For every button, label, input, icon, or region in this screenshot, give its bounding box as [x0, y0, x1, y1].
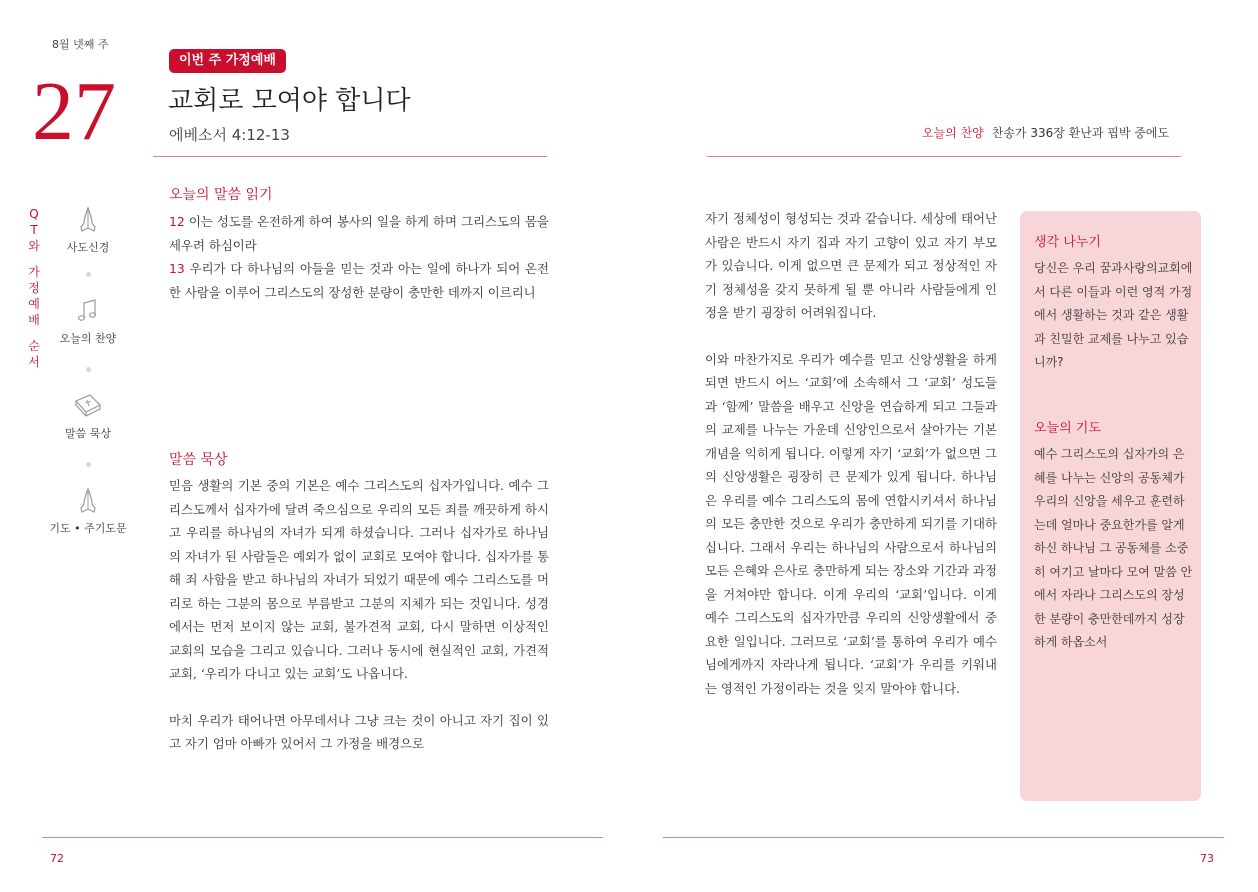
step-apostles-creed [43, 205, 133, 255]
vertical-char: 와 [28, 239, 40, 253]
vertical-gap [27, 254, 41, 264]
divider [153, 156, 547, 157]
meditation-heading: 말씀 묵상 [169, 452, 228, 468]
vertical-char: 가 [28, 265, 40, 279]
vertical-char: Q [29, 207, 39, 221]
day-number: 27 [32, 65, 116, 158]
verse-number: 13 [169, 261, 185, 276]
step-hymn [43, 296, 133, 346]
step-prayer [43, 486, 133, 536]
prayer-text: 예수 그리스도의 십자가의 은혜를 나누는 신앙의 공동체가 우리의 신앙을 세우고 훈련하는데 얼마나 중요한가를 알게 하신 하나님 그 공동체를 소중히 여기고 날마다 모여 말씀 안에서 자라나 그리스도의 장성한 분량이 충만한데까지 성장하게 하옵소서 [1034, 447, 1193, 649]
step-separator-dot [86, 272, 91, 277]
vertical-char: T [30, 223, 38, 237]
vertical-char: 서 [28, 355, 40, 369]
prayer-heading: 오늘의 기도 [1034, 421, 1101, 436]
praying-hands-icon [73, 205, 103, 235]
page-number-right: 73 [1200, 852, 1214, 865]
meditation-continued [705, 207, 997, 700]
meditation-paragraph: 자기 정체성이 형성되는 것과 같습니다. 세상에 태어난 사람은 반드시 자기 집과 자기 고향이 있고 자기 부모가 있습니다. 이게 없으면 큰 문제가 되고 정상적인 자기 정체성을 갖지 못하게 될 뿐 아니라 사람들에게 인정을 받기 굉장히 어려워집니다. [705, 211, 997, 320]
vertical-char: 예 [28, 297, 40, 311]
verse-number: 12 [169, 214, 185, 229]
bible-icon [72, 391, 104, 421]
vertical-char: 배 [28, 313, 40, 327]
step-label: 말씀 묵상 [64, 427, 111, 440]
meditation-paragraph: 이와 마찬가지로 우리가 예수를 믿고 신앙생활을 하게 되면 반드시 어느 ‘교회’에 소속해서 그 ‘교회’ 성도들과 ‘함께’ 말씀을 배우고 신앙을 연습하게 되고 그들과의 교제를 나누는 가운데 신앙인으로서 살아가는 기본 개념을 익히게 됩니다. 이렇게 자기 ‘교회’가 없으면 그의 신앙생활은 굉장히 큰 문제가 있게 됩니다. 하나님은 우리를 예수 그리스도의 몸에 연합시키셔서 하나님의 모든 충만한 것으로 우리가 충만하게 되기를 기대하십니다. 그래서 우리는 하나님의 사람으로서 하나님의 모든 은혜와 은사로 충만하게 되는 장소와 기간과 과정을 거쳐야만 합니다. 이게 우리의 ‘교회’입니다. 이게 예수 그리스도의 십자가만큼 우리의 신앙생활에서 중요한 일입니다. 그러므로 ‘교회’를 통하여 우리가 예수님에게까지 자라나게 됩니다. ‘교회’가 우리를 키워내는 영적인 가정이라는 것을 잊지 말아야 합니다. [705, 351, 997, 696]
hymn-label: 오늘의 찬양 [922, 126, 984, 140]
verse [169, 210, 549, 257]
page-title: 교회로 모여야 합니다 [168, 86, 411, 116]
step-label: 사도신경 [66, 241, 110, 254]
vertical-order-label [27, 206, 41, 370]
verse-text: 우리가 다 하나님의 아들을 믿는 것과 아는 일에 하나가 되어 온전한 사람을 이루어 그리스도의 장성한 분량이 충만한 데까지 이르리니 [169, 261, 549, 300]
reading-heading: 오늘의 말씀 읽기 [169, 187, 273, 203]
divider [663, 837, 1224, 838]
meditation-paragraph: 믿음 생활의 기본 중의 기본은 예수 그리스도의 십자가입니다. 예수 그리스도께서 십자가에 달려 죽으심으로 우리의 모든 죄를 깨끗하게 하시고 우리를 하나님의 자녀가 되게 하셨습니다. 그러나 십자가로 하나님의 자녀가 된 사람들은 예외가 없이 교회로 모여야 합니다. 십자가를 통해 죄 사함을 받고 하나님의 자녀가 되었기 때문에 예수 그리스도를 머리로 하는 그분의 몸으로 부름받고 그분의 지체가 되는 것입니다. 성경에서는 먼저 보이지 않는 교회, 불가견적 교회, 다시 말하면 이상적인 교회의 모습을 그리고 있습니다. 그러나 동시에 현실적인 교회, 가견적 교회, ‘우리가 다니고 있는 교회’도 나옵니다. [169, 478, 549, 681]
hymn-value: 찬송가 336장 환난과 핍박 중에도 [991, 126, 1170, 140]
reading-verses [169, 210, 549, 304]
page-number-left: 72 [50, 852, 64, 865]
vertical-char: 정 [28, 281, 40, 295]
step-separator-dot [86, 367, 91, 372]
weekly-worship-badge: 이번 주 가정예배 [169, 49, 286, 73]
step-label: 기도 • 주기도문 [49, 522, 127, 535]
sidebar-box [1020, 211, 1201, 801]
vertical-gap [27, 328, 41, 338]
scripture-reference: 에베소서 4:12-13 [169, 126, 290, 144]
week-label: 8월 넷째 주 [52, 38, 109, 51]
verse-text: 이는 성도를 온전하게 하여 봉사의 일을 하게 하며 그리스도의 몸을 세우려 하심이라 [169, 214, 549, 253]
step-separator-dot [86, 462, 91, 467]
verse [169, 257, 549, 304]
divider [707, 156, 1181, 157]
share-text: 당신은 우리 꿈과사랑의교회에서 다른 이들과 이런 영적 가정에서 생활하는 것과 같은 생활과 친밀한 교제를 나누고 있습니까? [1034, 261, 1193, 369]
vertical-char: 순 [28, 339, 40, 353]
share-heading: 생각 나누기 [1034, 235, 1101, 250]
step-label: 오늘의 찬양 [59, 332, 117, 345]
music-note-icon [73, 296, 103, 326]
hymn-info [922, 124, 1169, 141]
divider [42, 837, 603, 838]
praying-hands-icon [73, 486, 103, 516]
step-meditation [43, 391, 133, 441]
meditation-paragraph: 마치 우리가 태어나면 아무데서나 그냥 크는 것이 아니고 자기 집이 있고 자기 엄마 아빠가 있어서 그 가정을 배경으로 [169, 712, 549, 751]
meditation-body [169, 474, 549, 756]
